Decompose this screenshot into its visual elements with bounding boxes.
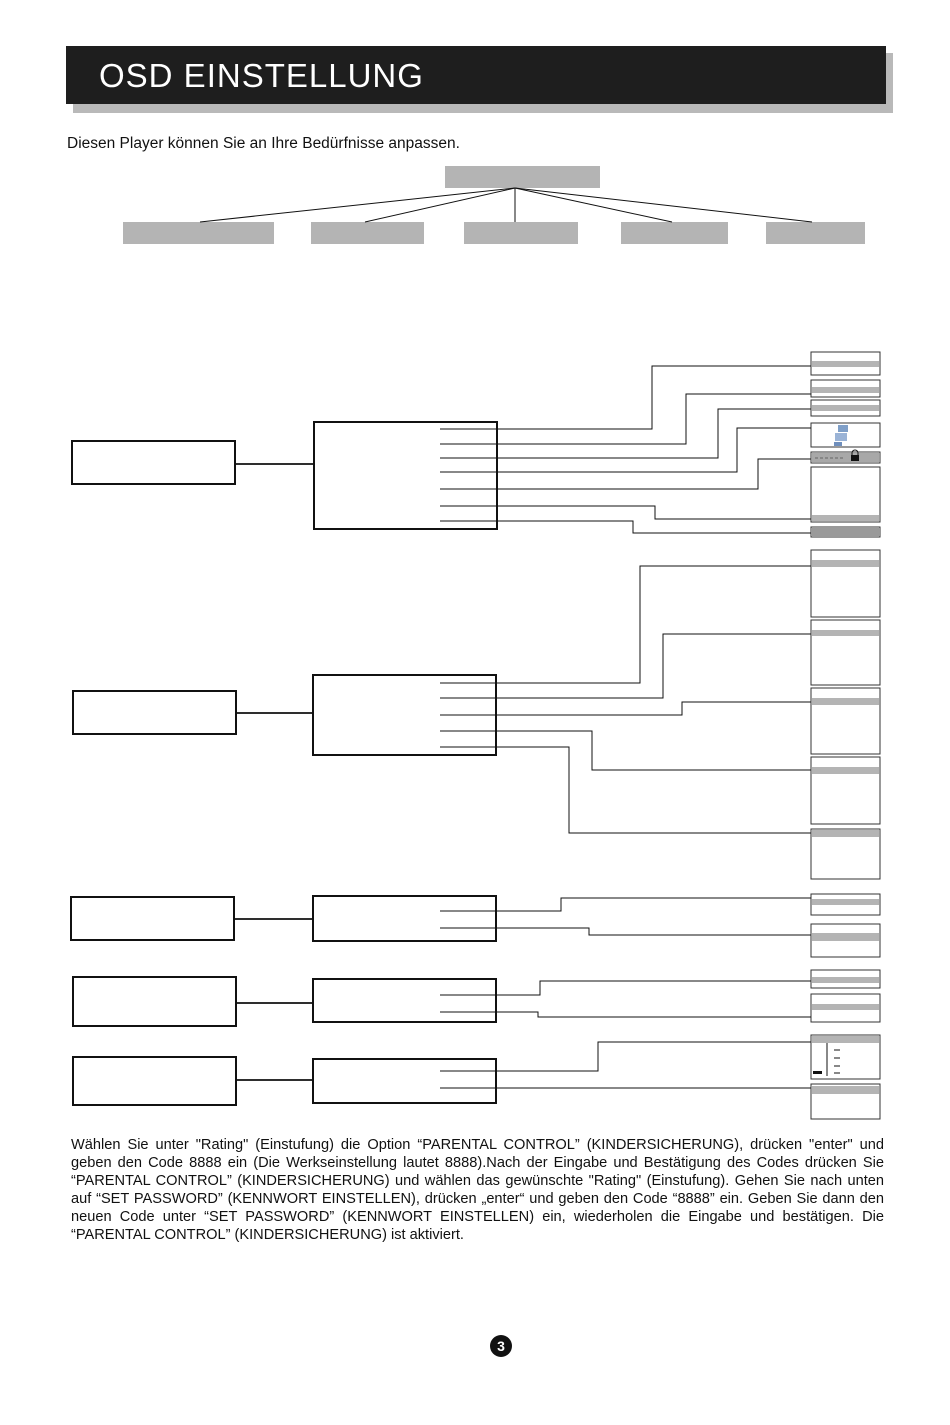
left-box-4 (73, 977, 236, 1026)
instruction-paragraph: Wählen Sie unter "Rating" (Einstufung) die Option “PARENTAL CONTROL” (KINDERSICHERUNG), drücken "enter" und geben den Code 8888 ein (Die Werkseinstellung lautet 8888).Nach der Eingabe und Bestätigung des Codes drücken Sie “PARENTAL CONTROL” (KINDERSICHERUNG) und wählen das gewünschte "Rating" (Einstufung). Gehen Sie nach unten auf “SET PASSWORD” (KENNWORT EINSTELLEN), drücken „enter“ und geben den Code “8888” ein. Geben Sie dann den neuen Code unter “SET PASSWORD” (KENNWORT EINSTELLEN) ein, wiederholen die Eingabe und bestätigen. Die “PARENTAL CONTROL” (KINDERSICHERUNG) ist aktiviert. (71, 1137, 884, 1243)
page-number-badge: 3 (490, 1335, 512, 1357)
top-menu-bar-3 (464, 222, 578, 244)
top-menu-bar-5 (766, 222, 865, 244)
intro-text: Diesen Player können Sie an Ihre Bedürfnisse anpassen. (67, 135, 460, 152)
left-box-3 (71, 897, 234, 940)
top-menu-bar-2 (311, 222, 424, 244)
left-box-1 (72, 441, 235, 484)
left-menu-boxes (71, 441, 236, 1105)
top-menu-connectors (200, 188, 812, 222)
middle-box-4 (313, 979, 496, 1022)
middle-box-3 (313, 896, 496, 941)
top-menu-bar-4 (621, 222, 728, 244)
preview-screens (811, 352, 880, 1119)
page-title: OSD EINSTELLUNG (99, 57, 424, 94)
middle-box-1 (314, 422, 497, 529)
left-box-5 (73, 1057, 236, 1105)
middle-box-5 (313, 1059, 496, 1103)
left-box-2 (73, 691, 236, 734)
top-menu-bar-1 (123, 222, 274, 244)
middle-menu-boxes (313, 422, 497, 1103)
top-menu-tree (123, 166, 865, 244)
top-menu-root-bar (445, 166, 600, 188)
left-middle-connectors (234, 464, 314, 1080)
lock-icon (851, 455, 859, 461)
